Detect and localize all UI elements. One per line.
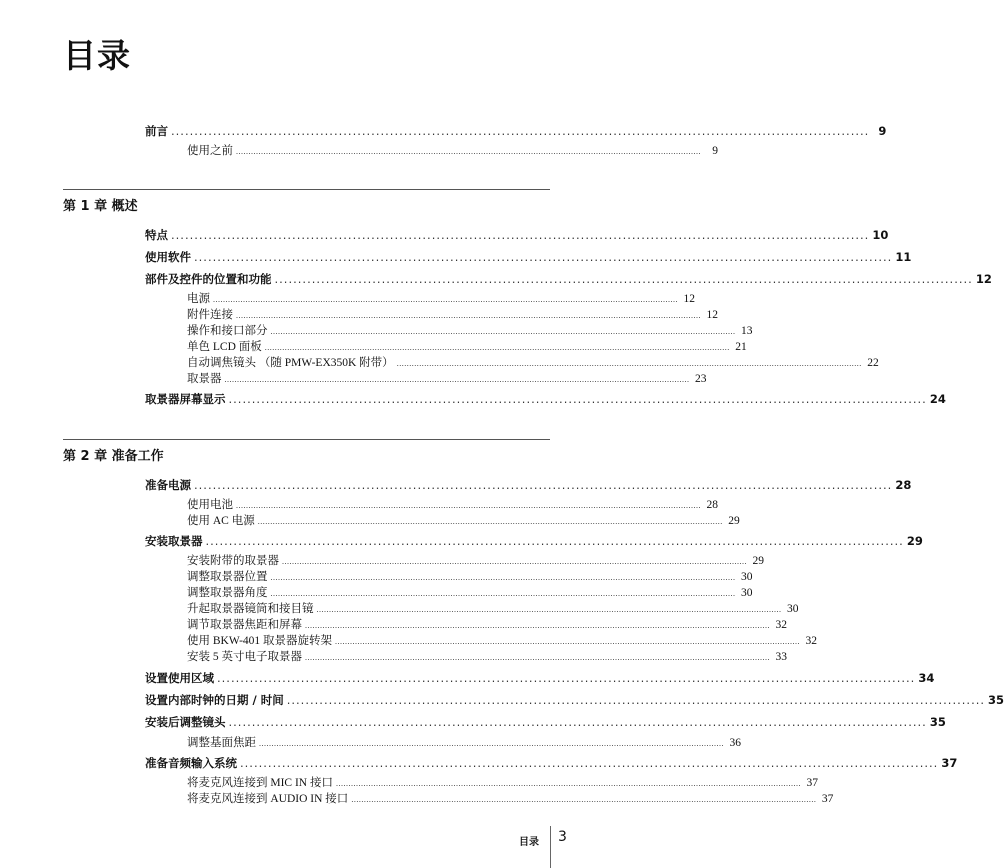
toc-entry[interactable] (145, 271, 992, 287)
footer-divider (550, 826, 551, 868)
toc-subentry[interactable] (187, 306, 718, 321)
toc-entry-label: 部件及控件的位置和功能 (145, 272, 272, 286)
toc-entry-label: 操作和接口部分 (187, 325, 268, 337)
toc-leader: .......................................................................................................................................................................................... (270, 589, 736, 598)
toc-subentry[interactable] (187, 790, 834, 805)
toc-entry-label: 安装取景器 (145, 534, 203, 548)
toc-subentry[interactable] (187, 496, 718, 511)
toc-entry[interactable] (145, 123, 887, 139)
toc-subentry[interactable] (187, 552, 764, 567)
toc-entry-label: 调整基面焦距 (187, 737, 256, 749)
toc-entry-label: 将麦克风连接到 MIC IN 接口 (187, 777, 333, 789)
toc-page-number: 12 (706, 309, 718, 321)
toc-leader: ...................................................................................................................................................... (205, 534, 904, 548)
toc-page-number: 32 (775, 619, 787, 631)
toc-entry-label: 升起取景器镜筒和接目镜 (187, 603, 314, 615)
toc-subentry[interactable] (187, 568, 753, 583)
footer-page-number: 3 (558, 829, 567, 845)
toc-leader: .......................................................................................................................................................................................... (396, 359, 862, 368)
toc-leader: .......................................................................................................................................................................................... (213, 295, 678, 304)
toc-page-number: 36 (729, 737, 741, 749)
toc-leader: .......................................................................................................................................................................................... (305, 653, 770, 662)
toc-entry-label: 附件连接 (187, 309, 233, 321)
toc-leader: ...................................................................................................................................................... (171, 228, 870, 242)
toc-entry-label: 调节取景器焦距和屏幕 (187, 619, 302, 631)
toc-subentry[interactable] (187, 354, 879, 369)
toc-page-number: 28 (706, 499, 718, 511)
toc-page-number: 33 (775, 651, 787, 663)
toc-leader: .......................................................................................................................................................................................... (236, 311, 701, 320)
toc-leader: .......................................................................................................................................................................................... (335, 637, 801, 646)
toc-page-number: 35 (988, 693, 1004, 707)
toc-page-number: 30 (787, 603, 799, 615)
toc-subentry[interactable] (187, 370, 707, 385)
toc-page-number: 37 (821, 793, 834, 805)
toc-entry[interactable] (145, 249, 912, 265)
toc-subentry[interactable] (187, 632, 818, 647)
toc-leader: .......................................................................................................................................................................................... (236, 147, 701, 156)
toc-entry-label: 单色 LCD 面板 (187, 341, 262, 353)
toc-leader: .......................................................................................................................................................................................... (270, 573, 736, 582)
toc-leader: .......................................................................................................................................................................................... (351, 795, 817, 804)
toc-entry-label: 设置使用区域 (145, 671, 214, 685)
toc-page-number: 37 (806, 777, 818, 789)
toc-entry[interactable] (145, 391, 946, 407)
toc-subentry[interactable] (187, 142, 718, 157)
toc-page-number: 30 (741, 587, 753, 599)
toc-leader: .......................................................................................................................................................................................... (259, 739, 724, 748)
toc-page-number: 34 (918, 671, 935, 685)
toc-subentry[interactable] (187, 338, 747, 353)
toc-subentry[interactable] (187, 290, 695, 305)
toc-entry-label: 使用电池 (187, 499, 233, 511)
toc-page-number: 29 (906, 534, 923, 548)
toc-page-number: 12 (683, 293, 695, 305)
page-title: 目录 (63, 36, 131, 75)
toc-page-number: 10 (872, 228, 889, 242)
toc-page-number: 29 (752, 555, 764, 567)
toc-entry-label: 使用之前 (187, 145, 233, 157)
toc-leader: ...................................................................................................................................................... (240, 756, 939, 770)
toc-entry-label: 设置内部时钟的日期 / 时间 (145, 693, 284, 707)
toc-page-number: 29 (728, 515, 740, 527)
toc-subentry[interactable] (187, 512, 740, 527)
toc-leader: ...................................................................................................................................................... (194, 250, 893, 264)
toc-page-number: 24 (929, 392, 946, 406)
toc-leader: ...................................................................................................................................................... (286, 693, 986, 707)
toc-entry[interactable] (145, 692, 1004, 708)
toc-subentry[interactable] (187, 774, 818, 789)
toc-page-number: 30 (741, 571, 753, 583)
toc-entry-label: 自动调焦镜头 （随 PMW-EX350K 附带） (187, 357, 394, 369)
toc-leader: ...................................................................................................................................................... (274, 272, 973, 286)
toc-leader: ...................................................................................................................................................... (228, 392, 927, 406)
toc-leader: .......................................................................................................................................................................................... (270, 327, 736, 336)
toc-entry-label: 安装 5 英寸电子取景器 (187, 651, 302, 663)
toc-leader: ...................................................................................................................................................... (171, 124, 870, 138)
toc-entry[interactable] (145, 477, 912, 493)
toc-leader: .......................................................................................................................................................................................... (316, 605, 782, 614)
toc-entry-label: 特点 (145, 228, 168, 242)
toc-page-number: 9 (878, 124, 887, 138)
toc-leader: .......................................................................................................................................................................................... (305, 621, 770, 630)
toc-leader: .......................................................................................................................................................................................... (236, 501, 701, 510)
toc-page-number: 13 (741, 325, 753, 337)
toc-entry-label: 调整取景器位置 (187, 571, 268, 583)
toc-entry[interactable] (145, 533, 923, 549)
chapter-heading: 第 2 章 准备工作 (63, 449, 164, 464)
toc-leader: ...................................................................................................................................................... (194, 478, 893, 492)
toc-entry-label: 安装后调整镜头 (145, 715, 226, 729)
toc-subentry[interactable] (187, 648, 787, 663)
chapter-divider (63, 439, 550, 440)
toc-subentry[interactable] (187, 734, 741, 749)
toc-leader: .......................................................................................................................................................................................... (264, 343, 730, 352)
toc-entry[interactable] (145, 227, 889, 243)
toc-entry-label: 取景器屏幕显示 (145, 392, 226, 406)
chapter-divider (63, 189, 550, 190)
toc-entry-label: 准备电源 (145, 478, 191, 492)
toc-page-number: 21 (735, 341, 747, 353)
toc-page-number: 11 (895, 250, 912, 264)
toc-subentry[interactable] (187, 322, 753, 337)
toc-leader: .......................................................................................................................................................................................... (257, 517, 723, 526)
toc-leader: ...................................................................................................................................................... (228, 715, 927, 729)
toc-page-number: 32 (805, 635, 818, 647)
toc-leader: .......................................................................................................................................................................................... (282, 557, 747, 566)
footer-section-label: 目录 (519, 837, 539, 848)
toc-entry-label: 使用软件 (145, 250, 191, 264)
toc-entry[interactable] (145, 755, 958, 771)
toc-page-number: 35 (929, 715, 946, 729)
toc-leader: .......................................................................................................................................................................................... (335, 779, 801, 788)
toc-subentry[interactable] (187, 600, 799, 615)
toc-page-number: 12 (975, 272, 992, 286)
toc-entry-label: 使用 BKW-401 取景器旋转架 (187, 635, 333, 647)
toc-entry-label: 前言 (145, 124, 168, 138)
toc-page-number: 23 (695, 373, 707, 385)
toc-leader: ...................................................................................................................................................... (217, 671, 916, 685)
toc-page-number: 22 (867, 357, 879, 369)
chapter-heading: 第 1 章 概述 (63, 199, 138, 214)
toc-entry-label: 将麦克风连接到 AUDIO IN 接口 (187, 793, 349, 805)
toc-subentry[interactable] (187, 616, 787, 631)
toc-entry-label: 调整取景器角度 (187, 587, 268, 599)
toc-entry-label: 电源 (187, 293, 210, 305)
toc-entry[interactable] (145, 714, 946, 730)
toc-entry[interactable] (145, 670, 935, 686)
toc-entry-label: 使用 AC 电源 (187, 515, 255, 527)
toc-leader: .......................................................................................................................................................................................... (224, 375, 690, 384)
toc-page-number: 37 (941, 756, 958, 770)
toc-page-number: 28 (895, 478, 912, 492)
toc-entry-label: 准备音频输入系统 (145, 756, 237, 770)
toc-entry-label: 取景器 (187, 373, 222, 385)
toc-page-number: 9 (712, 145, 718, 157)
toc-subentry[interactable] (187, 584, 753, 599)
toc-entry-label: 安装附带的取景器 (187, 555, 279, 567)
